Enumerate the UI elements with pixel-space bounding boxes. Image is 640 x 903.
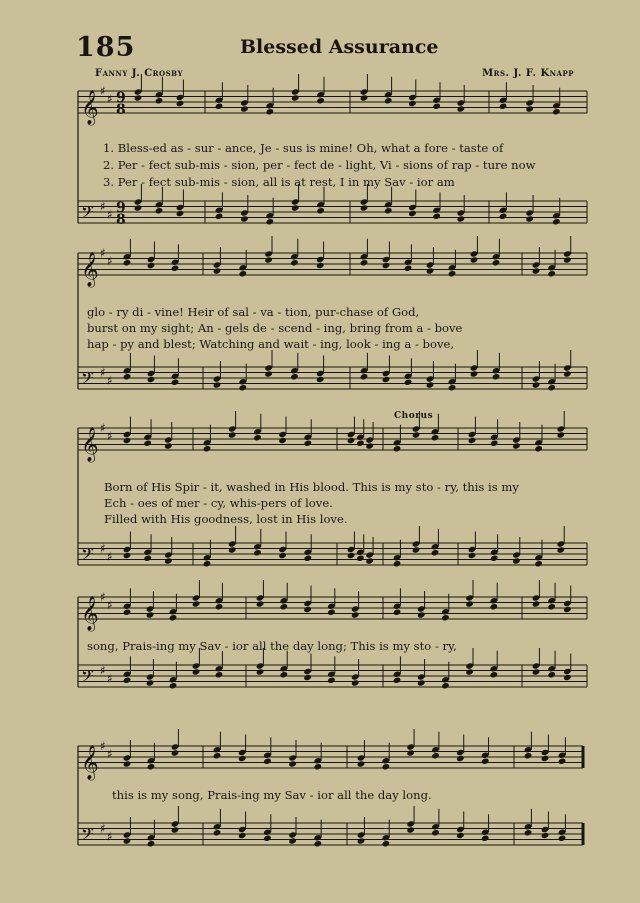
- treble-clef-icon: 𝄞: [81, 427, 99, 462]
- sharp-icon: ♯: [107, 207, 113, 222]
- lyric-line: Filled with His goodness, lost in His love.: [104, 512, 348, 526]
- note-head: [176, 100, 185, 107]
- note-head: [552, 108, 561, 115]
- note-head: [558, 835, 567, 842]
- note-head: [481, 835, 490, 842]
- note-head: [441, 682, 450, 689]
- note-head: [512, 442, 521, 449]
- sharp-icon: ♯: [107, 92, 113, 107]
- note-head: [314, 763, 323, 770]
- note-head: [291, 94, 300, 101]
- note-head: [147, 262, 156, 269]
- note-head: [456, 755, 465, 762]
- note-head: [356, 440, 365, 447]
- note-head: [213, 381, 222, 388]
- note-head: [203, 560, 212, 567]
- note-head: [303, 674, 312, 681]
- note-head: [426, 381, 435, 388]
- note-head: [524, 829, 533, 836]
- note-head: [563, 674, 572, 681]
- note-head: [558, 758, 567, 765]
- note-head: [382, 840, 391, 847]
- note-head: [441, 614, 450, 621]
- note-head: [280, 603, 289, 610]
- note-head: [512, 557, 521, 564]
- note-head: [347, 437, 356, 444]
- note-head: [384, 97, 393, 104]
- note-head: [356, 555, 365, 562]
- note-head: [499, 103, 508, 110]
- sharp-icon: ♯: [100, 821, 106, 836]
- note-head: [314, 840, 323, 847]
- note-head: [524, 752, 533, 759]
- note-head: [215, 213, 224, 220]
- note-head: [404, 379, 413, 386]
- bass-clef-icon: 𝄢: [81, 666, 94, 690]
- note-head: [365, 557, 374, 564]
- note-head: [481, 758, 490, 765]
- treble-clef-icon: 𝄞: [81, 596, 99, 631]
- bass-clef-icon: 𝄢: [81, 368, 94, 392]
- note-head: [347, 552, 356, 559]
- note-head: [432, 213, 441, 220]
- sharp-icon: ♯: [107, 254, 113, 269]
- note-head: [143, 440, 152, 447]
- note-head: [123, 259, 132, 266]
- time-signature-bottom: 8: [116, 102, 126, 118]
- note-head: [327, 609, 336, 616]
- lyric-line: Ech - oes of mer - cy, whis-pers of love.: [104, 496, 333, 510]
- note-head: [357, 837, 366, 844]
- note-head: [465, 600, 474, 607]
- note-head: [290, 259, 299, 266]
- hymn-number: 185: [76, 32, 136, 63]
- note-head: [557, 431, 566, 438]
- note-head: [256, 668, 265, 675]
- sharp-icon: ♯: [100, 590, 106, 604]
- note-head: [264, 256, 273, 263]
- sharp-icon: ♯: [100, 421, 106, 435]
- note-head: [532, 668, 541, 675]
- note-head: [448, 270, 457, 277]
- note-head: [547, 270, 556, 277]
- note-head: [327, 677, 336, 684]
- note-head: [238, 832, 247, 839]
- note-head: [147, 840, 156, 847]
- note-head: [382, 376, 391, 383]
- note-head: [143, 555, 152, 562]
- note-head: [525, 105, 534, 112]
- note-head: [146, 679, 155, 686]
- note-head: [213, 829, 222, 836]
- bass-clef-icon: 𝄢: [81, 202, 94, 226]
- note-head: [499, 213, 508, 220]
- treble-clef-icon: 𝄞: [81, 745, 99, 780]
- note-head: [534, 445, 543, 452]
- note-head: [164, 557, 173, 564]
- note-head: [123, 609, 132, 616]
- chorus-label: Chorus: [394, 411, 434, 421]
- note-head: [134, 204, 143, 211]
- note-head: [382, 262, 391, 269]
- note-head: [239, 384, 248, 391]
- note-head: [457, 215, 466, 222]
- note-head: [123, 373, 132, 380]
- note-head: [563, 370, 572, 377]
- note-head: [123, 552, 132, 559]
- treble-clef-icon: 𝄞: [81, 90, 99, 125]
- note-head: [393, 609, 402, 616]
- note-head: [468, 552, 477, 559]
- lyric-line: 3. Per - fect sub-mis - sion, all is at rest, I in my Sav - ior am: [103, 175, 455, 189]
- note-head: [492, 259, 501, 266]
- lyric-line: 2. Per - fect sub-mis - sion, per - fect de - light, Vi - sions of rap - ture now: [103, 158, 536, 172]
- note-head: [547, 671, 556, 678]
- sharp-icon: ♯: [100, 663, 106, 678]
- note-head: [290, 373, 299, 380]
- note-head: [431, 434, 440, 441]
- note-head: [263, 758, 272, 765]
- note-head: [171, 379, 180, 386]
- note-head: [316, 207, 325, 214]
- lyric-line: burst on my sight; An - gels de - scend - ing, bring from a - bove: [87, 321, 463, 335]
- note-head: [253, 549, 262, 556]
- note-head: [171, 826, 180, 833]
- note-head: [456, 832, 465, 839]
- lyric-line: hap - py and blest; Watching and wait - ing, look - ing a - bove,: [87, 337, 455, 351]
- note-head: [316, 262, 325, 269]
- note-head: [404, 265, 413, 272]
- note-head: [492, 373, 501, 380]
- note-head: [431, 752, 440, 759]
- note-head: [266, 108, 275, 115]
- note-head: [264, 370, 273, 377]
- hymn-title: Blessed Assurance: [240, 36, 439, 58]
- note-head: [382, 763, 391, 770]
- time-signature-bottom: 8: [116, 212, 126, 228]
- note-head: [171, 265, 180, 272]
- note-head: [291, 204, 300, 211]
- note-head: [213, 752, 222, 759]
- note-head: [468, 437, 477, 444]
- sharp-icon: ♯: [100, 541, 106, 556]
- note-head: [266, 218, 275, 225]
- lyricist-credit: Fanny J. Crosby: [95, 68, 183, 79]
- note-head: [123, 437, 132, 444]
- note-head: [288, 760, 297, 767]
- note-head: [557, 546, 566, 553]
- note-head: [278, 437, 287, 444]
- lyric-line: song, Prais-ing my Sav - ior all the day long; This is my sto - ry,: [87, 639, 457, 653]
- note-head: [238, 755, 247, 762]
- note-head: [278, 552, 287, 559]
- note-head: [203, 445, 212, 452]
- note-head: [417, 611, 426, 618]
- note-head: [384, 207, 393, 214]
- sharp-icon: ♯: [107, 747, 113, 762]
- note-head: [304, 440, 313, 447]
- note-head: [155, 97, 164, 104]
- note-head: [123, 837, 132, 844]
- treble-clef-icon: 𝄞: [81, 252, 99, 287]
- note-head: [431, 829, 440, 836]
- note-head: [408, 210, 417, 217]
- note-head: [134, 94, 143, 101]
- note-head: [215, 671, 224, 678]
- note-head: [534, 560, 543, 567]
- note-head: [532, 267, 541, 274]
- note-head: [213, 267, 222, 274]
- note-head: [490, 440, 499, 447]
- note-head: [240, 105, 249, 112]
- note-head: [123, 760, 132, 767]
- note-head: [192, 668, 201, 675]
- note-head: [256, 600, 265, 607]
- note-head: [146, 611, 155, 618]
- time-signature-top: 9: [116, 90, 126, 106]
- note-head: [541, 832, 550, 839]
- note-head: [280, 671, 289, 678]
- lyric-line: glo - ry di - vine! Heir of sal - va - tion, pur-chase of God,: [87, 305, 420, 319]
- note-head: [164, 442, 173, 449]
- note-head: [169, 614, 178, 621]
- note-head: [532, 600, 541, 607]
- time-signature-top: 9: [116, 200, 126, 216]
- note-head: [360, 373, 369, 380]
- sharp-icon: ♯: [100, 365, 106, 380]
- note-head: [228, 546, 237, 553]
- note-head: [470, 370, 479, 377]
- note-head: [547, 384, 556, 391]
- note-head: [431, 549, 440, 556]
- note-head: [351, 611, 360, 618]
- note-head: [360, 204, 369, 211]
- note-head: [360, 259, 369, 266]
- note-head: [426, 267, 435, 274]
- sharp-icon: ♯: [100, 199, 106, 214]
- note-head: [215, 603, 224, 610]
- lyric-line: 1. Bless-ed as - sur - ance, Je - sus is mine! Oh, what a fore - taste of: [103, 141, 504, 155]
- note-head: [253, 434, 262, 441]
- note-head: [547, 603, 556, 610]
- sharp-icon: ♯: [100, 84, 106, 98]
- note-head: [147, 376, 156, 383]
- sharp-icon: ♯: [107, 429, 113, 444]
- note-head: [316, 376, 325, 383]
- note-head: [412, 431, 421, 438]
- note-head: [147, 763, 156, 770]
- note-head: [351, 679, 360, 686]
- note-head: [228, 431, 237, 438]
- note-head: [490, 555, 499, 562]
- note-head: [365, 442, 374, 449]
- note-head: [240, 215, 249, 222]
- note-head: [465, 668, 474, 675]
- note-head: [239, 270, 248, 277]
- note-head: [406, 826, 415, 833]
- sharp-icon: ♯: [107, 598, 113, 613]
- note-head: [532, 381, 541, 388]
- note-head: [123, 677, 132, 684]
- note-head: [169, 682, 178, 689]
- note-head: [448, 384, 457, 391]
- note-head: [360, 94, 369, 101]
- note-head: [155, 207, 164, 214]
- bass-clef-icon: 𝄢: [81, 544, 94, 568]
- sharp-icon: ♯: [107, 671, 113, 686]
- note-head: [457, 105, 466, 112]
- note-head: [357, 760, 366, 767]
- note-head: [303, 606, 312, 613]
- note-head: [304, 555, 313, 562]
- note-head: [408, 100, 417, 107]
- note-head: [563, 256, 572, 263]
- composer-credit: Mrs. J. F. Knapp: [482, 68, 574, 79]
- note-head: [541, 755, 550, 762]
- bass-clef-icon: 𝄢: [81, 824, 94, 848]
- note-head: [176, 210, 185, 217]
- note-head: [490, 603, 499, 610]
- note-head: [393, 445, 402, 452]
- note-head: [192, 600, 201, 607]
- note-head: [215, 103, 224, 110]
- note-head: [263, 835, 272, 842]
- sharp-icon: ♯: [100, 246, 106, 260]
- note-head: [288, 837, 297, 844]
- note-head: [490, 671, 499, 678]
- sharp-icon: ♯: [107, 373, 113, 388]
- note-head: [393, 560, 402, 567]
- lyric-line: Born of His Spir - it, washed in His blood. This is my sto - ry, this is my: [104, 480, 519, 494]
- sharp-icon: ♯: [100, 739, 106, 753]
- note-head: [525, 215, 534, 222]
- note-head: [470, 256, 479, 263]
- note-head: [393, 677, 402, 684]
- note-head: [316, 97, 325, 104]
- note-head: [552, 218, 561, 225]
- lyric-line: this is my song, Prais-ing my Sav - ior all the day long.: [112, 788, 432, 802]
- note-head: [171, 749, 180, 756]
- note-head: [417, 679, 426, 686]
- sharp-icon: ♯: [107, 829, 113, 844]
- sharp-icon: ♯: [107, 549, 113, 564]
- note-head: [406, 749, 415, 756]
- note-head: [563, 606, 572, 613]
- note-head: [412, 546, 421, 553]
- note-head: [432, 103, 441, 110]
